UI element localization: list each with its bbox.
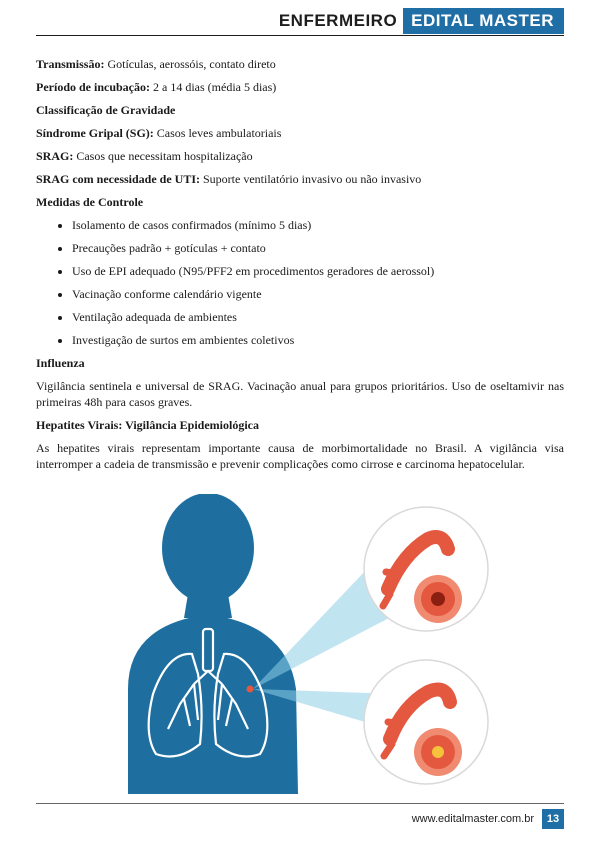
transmissao-text: Gotículas, aerossóis, contato direto <box>104 57 276 71</box>
page-number: 13 <box>542 809 564 829</box>
srag-uti-line <box>36 171 564 187</box>
list-item: • Ventilação adequada de ambientes <box>72 309 564 325</box>
transmissao-line <box>36 56 564 72</box>
header-divider <box>36 35 564 36</box>
header-brand: EDITAL MASTER <box>403 8 564 34</box>
list-item: • Vacinação conforme calendário vigente <box>72 286 564 302</box>
incubacao-line <box>36 79 564 95</box>
footer-url[interactable]: www.editalmaster.com.br <box>411 813 534 825</box>
incubacao-text: 2 a 14 dias (média 5 dias) <box>150 80 277 94</box>
page-content <box>36 56 564 479</box>
highlight-marker <box>247 686 254 693</box>
bronchus-zoom-upper <box>364 507 488 631</box>
list-item: • Investigação de surtos em ambientes coletivos <box>72 332 564 348</box>
sg-line <box>36 125 564 141</box>
list-item: • Isolamento de casos confirmados (mínimo 5 dias) <box>72 217 564 233</box>
header-course-title: ENFERMEIRO <box>278 11 398 30</box>
medidas-heading: Medidas de Controle <box>36 195 144 209</box>
list-item: • Uso de EPI adequado (N95/PFF2 em procedimentos geradores de aerossol) <box>72 263 564 279</box>
srag-uti-text: Suporte ventilatório invasivo ou não invasivo <box>200 172 422 186</box>
page-header <box>279 8 564 34</box>
respiratory-illustration <box>128 494 490 794</box>
page-footer <box>412 809 564 829</box>
classificacao-heading: Classificação de Gravidade <box>36 103 176 117</box>
srag-line <box>36 148 564 164</box>
influenza-heading: Influenza <box>36 356 85 370</box>
medidas-list <box>36 217 564 348</box>
transmissao-label: Transmissão: <box>36 57 105 71</box>
influenza-paragraph: Vigilância sentinela e universal de SRAG. Vacinação anual para grupos prioritários. Uso de oseltamivir nas primeiras 48h para casos graves. <box>36 379 564 409</box>
footer-divider <box>36 803 564 804</box>
sg-text: Casos leves ambulatoriais <box>153 126 282 140</box>
srag-text: Casos que necessitam hospitalização <box>73 149 253 163</box>
incubacao-label: Período de incubação: <box>36 80 150 94</box>
sg-label: Síndrome Gripal (SG): <box>36 126 154 140</box>
list-item: • Precauções padrão + gotículas + contato <box>72 240 564 256</box>
hepatites-heading: Hepatites Virais: Vigilância Epidemiológica <box>36 418 259 432</box>
srag-label: SRAG: <box>36 149 74 163</box>
hepatites-paragraph: As hepatites virais representam importante causa de morbimortalidade no Brasil. A vigilância visa interromper a cadeia de transmissão e prevenir complicações como cirrose e carcinoma hepatocelular. <box>36 441 564 471</box>
bronchus-zoom-lower <box>364 660 488 784</box>
srag-uti-label: SRAG com necessidade de UTI: <box>36 172 200 186</box>
